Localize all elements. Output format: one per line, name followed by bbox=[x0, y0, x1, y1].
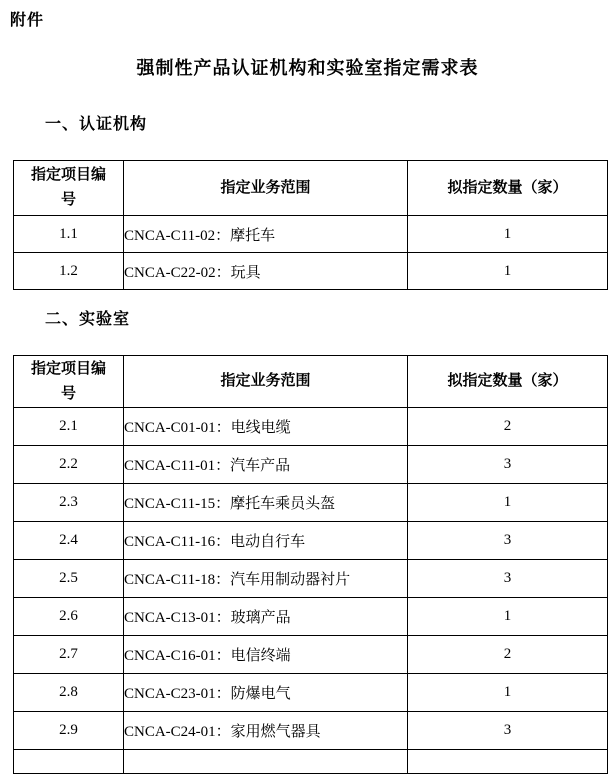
cell-project-number: 2.5 bbox=[14, 560, 124, 598]
table-row bbox=[14, 598, 608, 636]
cell-planned-count: 1 bbox=[408, 253, 608, 290]
table-row bbox=[14, 253, 608, 290]
table-header-row bbox=[14, 161, 608, 216]
cell-planned-count: 1 bbox=[408, 216, 608, 253]
section-heading-certification-bodies: 一、认证机构 bbox=[45, 116, 148, 133]
col-header-business-scope: 指定业务范围 bbox=[124, 161, 408, 216]
table-row bbox=[14, 408, 608, 446]
laboratories-table-body bbox=[14, 408, 608, 750]
cell-planned-count: 2 bbox=[408, 636, 608, 674]
cell-project-number: 2.7 bbox=[14, 636, 124, 674]
cell-planned-count: 3 bbox=[408, 446, 608, 484]
document-title: 强制性产品认证机构和实验室指定需求表 bbox=[136, 58, 479, 78]
certification-table-header bbox=[14, 161, 608, 216]
col-header-project-number bbox=[14, 161, 124, 216]
certification-table-body bbox=[14, 216, 608, 290]
cell-business-scope: CNCA-C11-15：摩托车乘员头盔 bbox=[124, 484, 408, 522]
cell-project-number: 2.3 bbox=[14, 484, 124, 522]
cell-project-number: 2.1 bbox=[14, 408, 124, 446]
cell-planned-count: 3 bbox=[408, 712, 608, 750]
cell-business-scope: CNCA-C16-01：电信终端 bbox=[124, 636, 408, 674]
cell-project-number: 2.9 bbox=[14, 712, 124, 750]
section-heading-laboratories: 二、实验室 bbox=[45, 311, 131, 328]
cell-planned-count-empty bbox=[408, 750, 608, 774]
table-row bbox=[14, 712, 608, 750]
cell-project-number: 1.1 bbox=[14, 216, 124, 253]
col-header-business-scope: 指定业务范围 bbox=[124, 356, 408, 408]
partial-row-body bbox=[14, 750, 608, 774]
cell-planned-count: 3 bbox=[408, 522, 608, 560]
cell-business-scope: CNCA-C24-01：家用燃气器具 bbox=[124, 712, 408, 750]
cell-planned-count: 1 bbox=[408, 598, 608, 636]
col-header-project-number bbox=[14, 356, 124, 408]
cell-business-scope: CNCA-C11-01：汽车产品 bbox=[124, 446, 408, 484]
cell-business-scope-empty bbox=[124, 750, 408, 774]
cell-project-number: 1.2 bbox=[14, 253, 124, 290]
col-header-planned-count: 拟指定数量（家） bbox=[408, 161, 608, 216]
col-header-planned-count: 拟指定数量（家） bbox=[408, 356, 608, 408]
table-row-partial bbox=[14, 750, 608, 774]
cell-business-scope: CNCA-C11-16：电动自行车 bbox=[124, 522, 408, 560]
table-row bbox=[14, 636, 608, 674]
cell-business-scope: CNCA-C22-02：玩具 bbox=[124, 253, 408, 290]
cell-business-scope: CNCA-C01-01：电线电缆 bbox=[124, 408, 408, 446]
cell-business-scope: CNCA-C11-02：摩托车 bbox=[124, 216, 408, 253]
cell-project-number-empty bbox=[14, 750, 124, 774]
cell-project-number: 2.2 bbox=[14, 446, 124, 484]
table-row bbox=[14, 674, 608, 712]
col-header-project-number-text: 指定项目编号 bbox=[30, 360, 106, 402]
cell-project-number: 2.6 bbox=[14, 598, 124, 636]
table-row bbox=[14, 522, 608, 560]
cell-planned-count: 2 bbox=[408, 408, 608, 446]
cell-business-scope: CNCA-C11-18：汽车用制动器衬片 bbox=[124, 560, 408, 598]
attachment-label: 附件 bbox=[10, 12, 45, 29]
cell-business-scope: CNCA-C23-01：防爆电气 bbox=[124, 674, 408, 712]
certification-bodies-table bbox=[13, 160, 608, 290]
cell-planned-count: 1 bbox=[408, 484, 608, 522]
cell-project-number: 2.8 bbox=[14, 674, 124, 712]
cell-project-number: 2.4 bbox=[14, 522, 124, 560]
laboratories-table bbox=[13, 355, 608, 774]
table-row bbox=[14, 560, 608, 598]
cell-business-scope: CNCA-C13-01：玻璃产品 bbox=[124, 598, 408, 636]
cell-planned-count: 3 bbox=[408, 560, 608, 598]
table-row bbox=[14, 484, 608, 522]
laboratories-table-header bbox=[14, 356, 608, 408]
cell-planned-count: 1 bbox=[408, 674, 608, 712]
table-row bbox=[14, 216, 608, 253]
col-header-project-number-text: 指定项目编号 bbox=[30, 167, 106, 208]
table-row bbox=[14, 446, 608, 484]
table-header-row bbox=[14, 356, 608, 408]
